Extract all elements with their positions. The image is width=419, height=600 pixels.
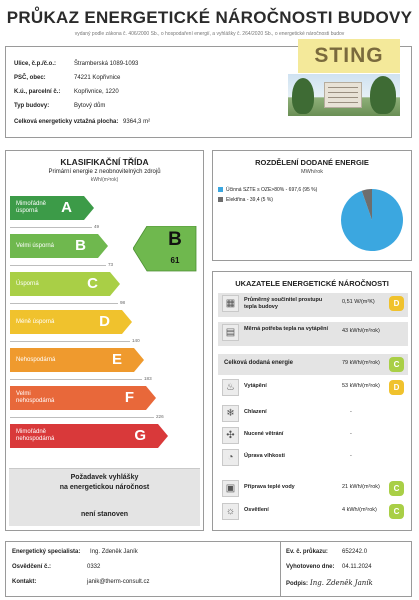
- indicator-name: Vytápění: [244, 383, 267, 389]
- class-letter: F: [124, 389, 134, 406]
- specialist-label: Energetický specialista:: [12, 549, 81, 555]
- class-bar-a: [10, 196, 84, 220]
- class-arrow-tip: [146, 386, 156, 410]
- cert-value: 0332: [87, 564, 101, 570]
- class-bar-g: [10, 424, 158, 448]
- class-badge: D: [389, 296, 404, 311]
- heat-loss-icon: ▦: [222, 295, 239, 312]
- class-letter: G: [134, 427, 146, 444]
- threshold-value: 73: [108, 262, 114, 267]
- class-badge: C: [389, 357, 404, 372]
- signature: Ing. Zdeněk Janík: [310, 579, 373, 587]
- class-bar-c: [10, 272, 110, 296]
- class-label: Mimořádně nehospodárná: [16, 429, 55, 442]
- contact-value: janik@therm-consult.cz: [87, 579, 150, 585]
- legend-label: Účinná SZTE s OZE>80% - 697,6 (95 %): [226, 187, 318, 193]
- legend-swatch: [218, 197, 223, 202]
- classification-unit: kWh/(m²rok): [90, 177, 119, 183]
- indicator-name: Osvětlení: [244, 507, 269, 513]
- info-value: 74221 Kopřivnice: [74, 75, 121, 81]
- lighting-icon: ☼: [222, 503, 239, 520]
- info-label: Typ budovy:: [14, 103, 50, 109]
- class-arrow-tip: [84, 196, 94, 220]
- class-label: Velmi úsporná: [16, 242, 55, 249]
- contact-row: [12, 579, 149, 585]
- indicator-value: -: [350, 409, 352, 415]
- indicator-name: Průměrný součinitel prostupu tepla budovy: [244, 297, 323, 310]
- class-arrow-tip: [134, 348, 144, 372]
- indicator-name: Příprava teplé vody: [244, 484, 295, 490]
- threshold-line: [10, 379, 142, 380]
- classification-subtitle: Primární energie z neobnovitelných zdrojů: [48, 169, 161, 175]
- distribution-title: ROZDĚLENÍ DODANÉ ENERGIE: [255, 158, 369, 167]
- threshold-line: [10, 417, 154, 418]
- info-value: Štramberská 1089-1093: [74, 61, 139, 67]
- class-letter: E: [111, 351, 122, 368]
- indicator-value: 53 kWh/(m²rok): [342, 383, 380, 389]
- indicator-row: [218, 501, 408, 522]
- class-arrow-tip: [158, 424, 168, 448]
- indicator-row: [218, 293, 408, 317]
- requirement-title: Požadavek vyhlášky: [70, 474, 139, 481]
- legend-item: [218, 197, 348, 203]
- ventilation-icon: ✣: [222, 427, 239, 444]
- indicator-value: 43 kWh/(m²rok): [342, 328, 380, 334]
- requirement-sub: na energetickou náročnost: [59, 484, 150, 491]
- class-letter: C: [87, 275, 98, 292]
- class-arrow-tip: [110, 272, 120, 296]
- indicators-title: UKAZATELE ENERGETICKÉ NÁROČNOSTI: [235, 279, 389, 288]
- indicator-name: Chlazení: [244, 409, 267, 415]
- info-value: Bytový dům: [74, 103, 106, 109]
- id-row: [286, 549, 367, 555]
- threshold-value: 140: [132, 338, 140, 343]
- specialist-value: Ing. Zdeněk Janík: [90, 549, 138, 555]
- info-label: Ulice, č.p./č.o.:: [14, 61, 57, 67]
- cooling-icon: ❄: [222, 405, 239, 422]
- indicator-value: 21 kWh/(m²rok): [342, 484, 380, 490]
- date-value: 04.11.2024: [342, 564, 372, 570]
- class-bar-d: [10, 310, 122, 334]
- info-value: Kopřivnice, 1220: [74, 89, 119, 95]
- threshold-line: [10, 303, 118, 304]
- id-value: 652242.0: [342, 549, 368, 555]
- threshold-value: 226: [156, 414, 164, 419]
- class-bar-b: [10, 234, 98, 258]
- cert-label: Osvědčení č.:: [12, 564, 52, 570]
- class-label: Velmi nehospodárná: [16, 391, 55, 404]
- distribution-pie-chart: [339, 187, 405, 253]
- class-arrow-tip: [122, 310, 132, 334]
- info-row-postcode: [14, 75, 120, 81]
- hot-water-icon: ▣: [222, 480, 239, 497]
- info-row-building-type: [14, 103, 105, 109]
- indicator-row: [218, 322, 408, 346]
- threshold-line: [10, 341, 130, 342]
- legend-item: [218, 187, 348, 193]
- info-label: K.ú., parcelní č.:: [14, 89, 61, 95]
- area-value: 9364,3 m²: [123, 119, 151, 125]
- indicator-value: 79 kWh/(m²rok): [342, 360, 380, 366]
- requirement-value: není stanoven: [80, 511, 129, 518]
- indicator-row: [218, 447, 408, 468]
- threshold-line: [10, 265, 106, 266]
- indicator-row: [218, 354, 408, 375]
- info-row-cadastre: [14, 89, 119, 95]
- class-arrow-tip: [98, 234, 108, 258]
- class-bar-e: [10, 348, 134, 372]
- distribution-unit: MWh/rok: [301, 169, 323, 175]
- info-row-area: [14, 119, 150, 125]
- class-letter: A: [61, 199, 72, 216]
- legend-label: Elektřina - 39,4 (5 %): [226, 197, 273, 203]
- info-label: PSČ, obec:: [14, 75, 46, 81]
- sting-watermark: STING: [298, 39, 400, 73]
- rating-value: 61: [170, 256, 180, 265]
- legal-subtitle: vydaný podle zákona č. 406/2000 Sb., o hospodaření energií, a vyhlášky č. 264/2020 Sb., o energetické náročnosti budov: [74, 31, 345, 37]
- contact-label: Kontakt:: [12, 579, 37, 585]
- id-label: Ev. č. průkazu:: [286, 549, 328, 555]
- class-letter: B: [75, 237, 86, 254]
- signature-row: [286, 579, 373, 587]
- date-label: Vyhotoveno dne:: [286, 564, 335, 570]
- class-badge: C: [389, 481, 404, 496]
- threshold-value: 183: [144, 376, 152, 381]
- class-label: Úsporná: [16, 280, 39, 287]
- indicator-row: [218, 403, 408, 424]
- sign-label: Podpis:: [286, 581, 308, 587]
- indicator-row: [218, 425, 408, 446]
- indicator-name: Úprava vlhkosti: [244, 453, 285, 459]
- building-photo: [288, 74, 400, 116]
- heating-icon: ♨: [222, 379, 239, 396]
- certificate-row: [12, 564, 100, 570]
- indicator-name: Celková dodaná energie: [224, 360, 294, 366]
- indicator-value: 4 kWh/(m²rok): [342, 507, 377, 513]
- class-bar-f: [10, 386, 146, 410]
- class-label: Méně úsporná: [16, 318, 55, 325]
- threshold-value: 98: [120, 300, 126, 305]
- page-title: PRŮKAZ ENERGETICKÉ NÁROČNOSTI BUDOVY: [6, 8, 413, 27]
- indicator-value: -: [350, 453, 352, 459]
- heating-need-icon: ▤: [222, 324, 239, 341]
- specialist-row: [12, 549, 138, 555]
- indicator-value: -: [350, 431, 352, 437]
- class-label: Mimořádně úsporná: [16, 201, 47, 214]
- distribution-legend: [218, 187, 348, 203]
- class-badge: C: [389, 504, 404, 519]
- indicator-name: Nucené větrání: [244, 431, 284, 437]
- area-label: Celková energeticky vztažná plocha:: [14, 119, 119, 125]
- humidity-icon: ◔: [222, 449, 239, 466]
- indicator-value: 0,51 W/(m²K): [342, 299, 375, 305]
- date-row: [286, 564, 372, 570]
- class-letter: D: [99, 313, 110, 330]
- class-label: Nehospodárná: [16, 356, 56, 363]
- indicator-name: Měrná potřeba tepla na vytápění: [244, 326, 329, 332]
- indicator-row: [218, 377, 408, 398]
- rating-letter: B: [168, 229, 182, 250]
- threshold-value: 49: [94, 224, 100, 229]
- classification-title: KLASIFIKAČNÍ TŘÍDA: [60, 157, 149, 167]
- class-badge: D: [389, 380, 404, 395]
- indicator-row: [218, 478, 408, 499]
- threshold-line: [10, 227, 92, 228]
- info-row-street: [14, 61, 138, 67]
- legend-swatch: [218, 187, 223, 192]
